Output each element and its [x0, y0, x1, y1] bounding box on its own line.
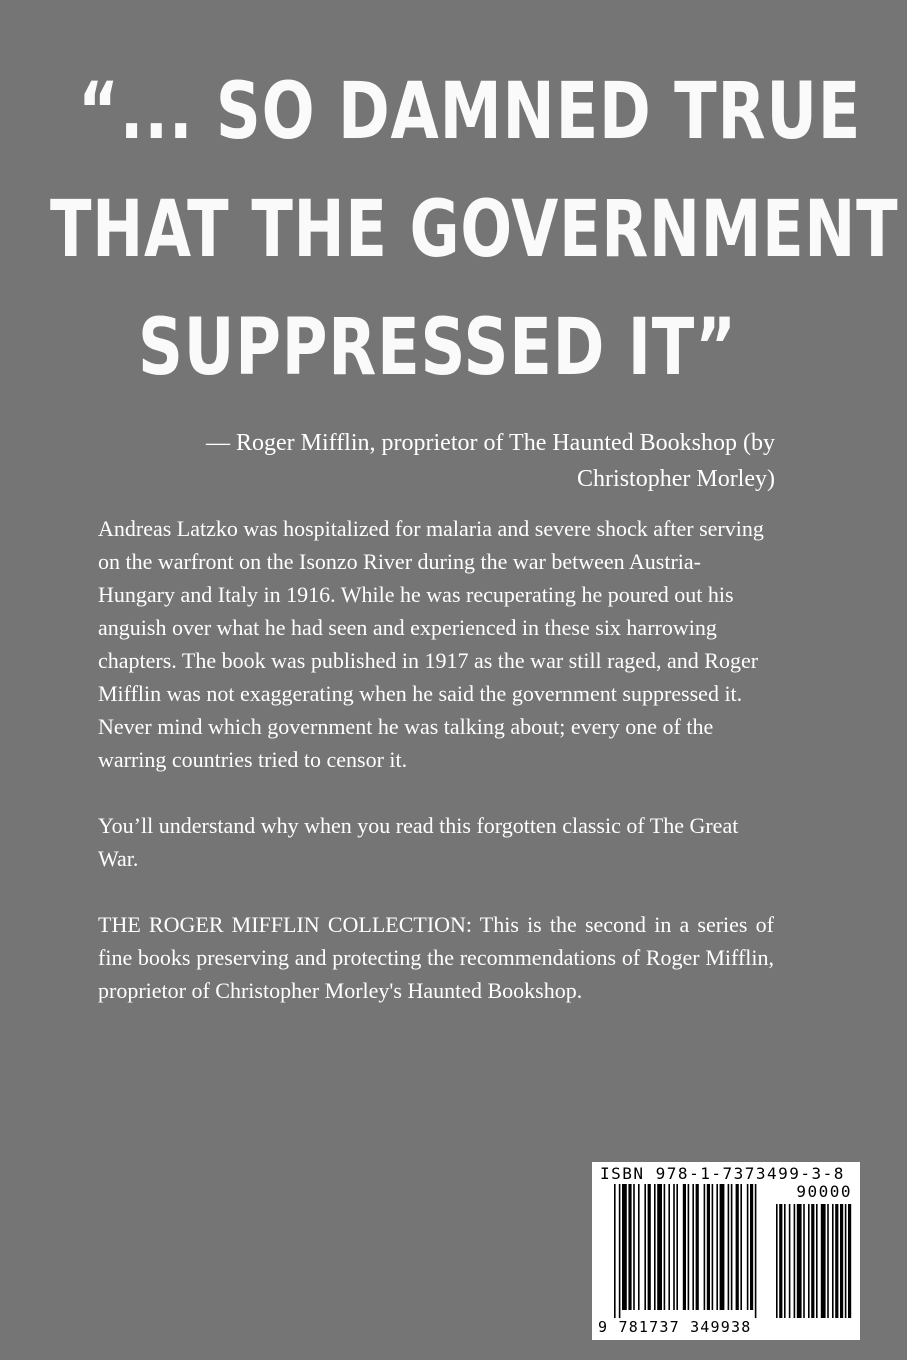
addon-bar	[776, 1204, 778, 1318]
barcode-bar	[673, 1184, 675, 1310]
barcode-bar	[654, 1184, 656, 1310]
barcode-bar	[668, 1184, 670, 1310]
ean-digits: 9 781737 349938	[598, 1318, 752, 1336]
barcode-bar	[696, 1184, 699, 1310]
addon-bar	[803, 1204, 805, 1318]
addon-bar	[808, 1204, 810, 1318]
barcode-bar	[619, 1184, 621, 1318]
barcode-bar	[740, 1184, 742, 1310]
blurb	[98, 512, 774, 1040]
blurb-paragraph-1: Andreas Latzko was hospitalized for malaria and severe shock after serving on the warfront on the Isonzo River during the war between Austria-Hungary and Italy in 1916. While he was recuperating he poured out his anguish over what he had seen and experienced in these six harrowing chapters. The book was published in 1917 as the war still raged, and Roger Mifflin was not exaggerating when he said the government suppressed it. Never mind which government he was talking about; every one of the warring countries tried to censor it.	[98, 516, 764, 772]
barcode-bar	[704, 1184, 706, 1310]
barcode-bar	[638, 1184, 640, 1310]
attribution-line-1: — Roger Mifflin, proprietor of The Haunted Bookshop (by	[205, 430, 775, 456]
barcode-bar	[716, 1184, 718, 1310]
blurb-paragraph-3: THE ROGER MIFFLIN COLLECTION: This is the second in a series of fine books preserving and protecting the recommendations of Roger Mifflin, proprietor of Christopher Morley's Haunted Bookshop.	[98, 912, 774, 1003]
headline-line-3: SUPPRESSED IT”	[138, 303, 737, 393]
barcode-bar	[750, 1184, 753, 1310]
addon-bar	[832, 1204, 834, 1318]
isbn-barcode	[592, 1162, 860, 1340]
addon-bar	[784, 1204, 786, 1318]
barcode-bar	[755, 1184, 757, 1318]
addon-bar	[821, 1204, 826, 1318]
barcode-bar	[657, 1184, 662, 1310]
barcode-bar	[731, 1184, 733, 1310]
blurb-paragraph-2: You’ll understand why when you read this forgotten classic of The Great War.	[98, 813, 739, 871]
addon-bar	[789, 1204, 791, 1318]
barcode-bar	[692, 1184, 694, 1310]
barcode-bar	[688, 1184, 690, 1310]
addon-bar	[779, 1204, 782, 1318]
barcode-bar	[633, 1184, 635, 1310]
addon-bar	[845, 1204, 847, 1318]
headline-line-2: THAT THE GOVERNMENT	[50, 185, 899, 275]
barcode-bar	[664, 1184, 666, 1310]
barcode-bar	[683, 1184, 686, 1310]
barcode-bar	[676, 1184, 678, 1310]
isbn-label: ISBN 978-1-7373499-3-8	[600, 1164, 845, 1183]
barcode-bar	[720, 1184, 725, 1310]
barcode-bar	[628, 1184, 631, 1310]
barcode-bar	[614, 1184, 616, 1318]
barcode-bar	[648, 1184, 651, 1310]
addon-bar	[816, 1204, 818, 1318]
addon-bar	[811, 1204, 814, 1318]
barcode-bar	[712, 1184, 714, 1310]
addon-bar	[848, 1204, 851, 1318]
addon-bar	[840, 1204, 843, 1318]
price-code: 90000	[796, 1182, 852, 1201]
addon-bar	[797, 1204, 802, 1318]
headline-line-1: “... SO DAMNED TRUE	[78, 67, 862, 157]
barcode-bar	[644, 1184, 646, 1310]
addon-bar	[794, 1204, 796, 1318]
addon-bar	[835, 1204, 838, 1318]
attribution-line-2: Christopher Morley)	[577, 466, 775, 492]
barcode-bar	[736, 1184, 739, 1310]
addon-bar	[827, 1204, 829, 1318]
barcode-bar	[622, 1184, 627, 1310]
quote-attribution	[55, 425, 775, 497]
barcode-bar	[747, 1184, 749, 1310]
barcode-bar	[728, 1184, 730, 1310]
barcode-bar	[707, 1184, 710, 1310]
